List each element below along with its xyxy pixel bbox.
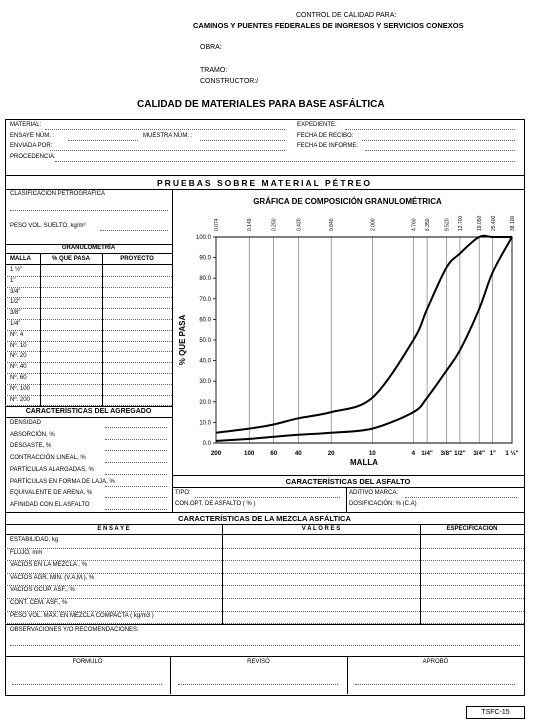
fecha-informe-label: FECHA DE INFORME: — [297, 143, 359, 149]
pruebas-title: PRUEBAS SOBRE MATERIAL PÉTREO — [157, 178, 372, 188]
agregado-row-line[interactable] — [105, 497, 167, 498]
mezcla-row-label: FLUJO, mm — [10, 549, 43, 556]
con-opt-label: CON.OPT. DE ASFALTO ( % ) — [175, 501, 256, 507]
y-tick-label: 40.0 — [199, 358, 211, 365]
aprobo-signature-line[interactable] — [355, 684, 515, 685]
tramo-label: TRAMO: — [200, 67, 228, 74]
top-tick-label: 38.100 — [510, 215, 516, 231]
malla-row-line[interactable] — [5, 351, 172, 352]
bottom-tick-label: 3/4" — [473, 450, 485, 457]
observaciones-label: OBSERVACIONES Y/O RECOMENDACIONES: — [10, 627, 139, 633]
malla-label: Nº. 200 — [10, 396, 30, 403]
enviada-por-label: ENVIADA POR: — [10, 143, 53, 149]
mezcla-row-line[interactable] — [5, 611, 524, 612]
malla-row-line[interactable] — [5, 373, 172, 374]
malla-row-line[interactable] — [5, 362, 172, 363]
fecha-recibo-line[interactable] — [362, 140, 515, 141]
y-tick-label: 50.0 — [199, 338, 211, 344]
top-tick-label: 0.250 — [271, 218, 278, 231]
col-ensaye: E N S A Y E — [97, 526, 130, 532]
envelope-curve-2 — [216, 237, 512, 441]
control-line: CONTROL DE CALIDAD PARA: — [296, 12, 397, 19]
malla-row-line[interactable] — [5, 308, 172, 309]
reviso-label: REVISÓ — [247, 659, 270, 665]
procedencia-line[interactable] — [55, 161, 515, 162]
expediente-line[interactable] — [345, 129, 515, 130]
malla-label: 1/4" — [10, 321, 21, 327]
malla-row-line[interactable] — [5, 384, 172, 385]
top-tick-label: 0.074 — [214, 218, 220, 231]
mezcla-row-line[interactable] — [5, 598, 524, 599]
muestra-line[interactable] — [200, 140, 285, 141]
bottom-tick-label: 100 — [244, 450, 255, 457]
malla-row-line[interactable] — [5, 287, 172, 288]
mezcla-row-label: VACÍOS OCUP. ASF., % — [10, 587, 75, 594]
chart-title: GRÁFICA DE COMPOSICIÓN GRANULOMÉTRICA — [253, 197, 442, 206]
bottom-tick-label: 60 — [270, 450, 278, 457]
y-tick-label: 10.0 — [199, 420, 211, 427]
ensaye-line[interactable] — [68, 140, 138, 141]
col-valores: V A L O R E S — [301, 526, 341, 532]
y-tick-label: 0.0 — [202, 441, 211, 447]
plot-frame — [216, 237, 512, 443]
tipo-line[interactable] — [195, 497, 340, 498]
agregado-title: CARACTERÍSTICAS DEL AGREGADO — [25, 408, 152, 415]
malla-label: 1" — [10, 277, 16, 284]
org-line: CAMINOS Y PUENTES FEDERALES DE INGRESOS Y SERVICIOS CONEXOS — [193, 21, 464, 30]
top-tick-label: 0.840 — [329, 218, 336, 231]
mezcla-row-label: VACÍOS EN LA MEZCLA , % — [10, 562, 87, 569]
bottom-tick-label: 3/8" — [440, 450, 453, 457]
malla-label: Nº. 4 — [10, 331, 24, 338]
agregado-row-line[interactable] — [105, 450, 167, 451]
y-tick-label: 80.0 — [199, 276, 211, 283]
top-tick-label: 4.760 — [411, 218, 418, 231]
agregado-row-line[interactable] — [105, 427, 167, 428]
agregado-row-label: DESGASTE, % — [10, 443, 52, 450]
ensaye-num-label: ENSAYE NÚM. : — [10, 133, 55, 139]
peso-vol-label: PESO VOL. SUELTO, kg/m³ — [10, 223, 86, 229]
agregado-row-line[interactable] — [105, 509, 167, 510]
mezcla-row-label: ESTABILIDAD, kg — [10, 537, 59, 543]
y-tick-label: 20.0 — [199, 399, 211, 406]
mezcla-row-line[interactable] — [5, 548, 524, 549]
muestra-num-label: MUESTRA NÚM. : — [143, 133, 193, 139]
malla-label: Nº. 40 — [10, 364, 27, 371]
malla-row-line[interactable] — [5, 276, 172, 277]
agregado-row-label: DENSIDAD — [10, 420, 42, 426]
page-title: CALIDAD DE MATERIALES PARA BASE ASFÁLTICA — [137, 99, 385, 110]
top-tick-label: 2.000 — [370, 218, 377, 231]
agregado-row-line[interactable] — [105, 474, 167, 475]
malla-label: Nº. 100 — [10, 385, 30, 392]
bottom-tick-label: 1/4" — [421, 450, 433, 457]
y-tick-label: 70.0 — [199, 296, 211, 303]
fecha-recibo-label: FECHA DE RECIBO: — [297, 133, 354, 139]
top-tick-label: 19.050 — [477, 215, 484, 231]
dosificacion-label: DOSIFICACIÓN: % (C.A) — [349, 501, 417, 507]
bottom-tick-label: 20 — [327, 450, 335, 457]
formulo-signature-line[interactable] — [12, 684, 162, 685]
top-tick-label: 12.700 — [457, 215, 464, 231]
reviso-signature-line[interactable] — [178, 684, 338, 685]
top-tick-label: 0.420 — [296, 218, 303, 231]
aditivo-line[interactable] — [405, 497, 517, 498]
col-especificacion: ESPECIFICACIÓN — [446, 526, 498, 532]
fecha-informe-line[interactable] — [365, 150, 515, 151]
col-malla: MALLA — [10, 256, 31, 262]
bottom-tick-label: 40 — [294, 450, 302, 457]
mezcla-row-line[interactable] — [5, 585, 524, 586]
bottom-tick-label: 1 ½" — [505, 450, 519, 457]
observaciones-line-1[interactable] — [10, 645, 520, 646]
malla-label: 3/8" — [10, 310, 21, 317]
mezcla-row-label: VACÍOS AGR. MIN. (V.A.M.), % — [10, 574, 95, 581]
expediente-label: EXPEDIENTE: — [297, 122, 337, 128]
y-tick-label: 30.0 — [199, 379, 211, 386]
bottom-tick-label: 200 — [210, 450, 222, 457]
col-pasa: % QUE PASA — [52, 256, 90, 262]
agregado-row-label: EQUIVALENTE DE ARENA, % — [10, 490, 93, 497]
y-tick-label: 60.0 — [199, 317, 211, 324]
malla-label: 1 ½" — [10, 267, 23, 273]
top-tick-label: 0.149 — [247, 218, 254, 231]
mezcla-row-line[interactable] — [5, 573, 524, 574]
enviada-line[interactable] — [50, 150, 285, 151]
malla-label: 1/2" — [10, 299, 21, 306]
agregado-row-label: PARTÍCULAS EN FORMA DE LAJA, % — [10, 478, 115, 485]
malla-row-line[interactable] — [5, 319, 172, 320]
malla-row-line[interactable] — [5, 341, 172, 342]
col-proyecto: PROYECTO — [120, 256, 154, 262]
y-axis-label: % QUE PASA — [178, 314, 187, 366]
malla-row-line[interactable] — [5, 395, 172, 396]
malla-row-line[interactable] — [5, 297, 172, 298]
mezcla-row-label: PESO VOL. MÁX. EN MEZCLA COMPACTA ( kg/m3 ) — [10, 612, 154, 619]
x-axis-label: MALLA — [350, 458, 378, 467]
agregado-row-label: CONTRACCIÓN LINEAL, % — [10, 455, 86, 462]
top-tick-label: 25.400 — [490, 215, 497, 231]
agregado-row-label: AFINIDAD CON EL ASFALTO — [10, 501, 90, 508]
clasificacion-line[interactable] — [10, 210, 168, 211]
agregado-row-label: ABSORCIÓN, % — [10, 431, 55, 438]
top-tick-label: 6.350 — [425, 218, 432, 231]
form-code: TSFC-15 — [466, 706, 525, 719]
agregado-row-line[interactable] — [105, 486, 167, 487]
procedencia-label: PROCEDENCIA: — [10, 154, 56, 160]
agregado-row-line[interactable] — [105, 462, 167, 463]
malla-label: Nº. 60 — [10, 375, 27, 381]
mezcla-row-label: CONT. CEM. ASF., % — [10, 600, 68, 606]
bottom-tick-label: 4 — [411, 450, 416, 457]
agregado-row-line[interactable] — [105, 439, 167, 440]
bottom-tick-label: 10 — [368, 450, 376, 457]
malla-row-line[interactable] — [5, 330, 172, 331]
formulo-label: FORMULÓ — [72, 659, 103, 665]
agregado-row-label: PARTÍCULAS ALARGADAS, % — [10, 466, 94, 473]
clasificacion-label: CLASIFICACIÓN PETROGRÁFICA — [10, 191, 106, 197]
material-label: MATERIAL: — [10, 122, 42, 128]
y-tick-label: 100.0 — [195, 235, 211, 241]
malla-label: 3/4" — [10, 288, 21, 295]
bottom-tick-label: 1/2" — [454, 450, 466, 457]
malla-label: Nº. 20 — [10, 353, 27, 360]
constructor-label: CONSTRUCTOR:/ — [200, 78, 259, 85]
aprobo-label: APROBÓ — [422, 659, 449, 665]
asfalto-title: CARACTERÍSTICAS DEL ASFALTO — [285, 477, 411, 486]
obra-label: OBRA: — [200, 44, 222, 51]
malla-label: Nº. 10 — [10, 342, 27, 349]
granulometric-chart — [173, 188, 523, 473]
aditivo-label: ADITIVO MARCA: — [349, 490, 399, 496]
bottom-tick-label: 1" — [489, 450, 496, 457]
granulometria-title: GRANULOMETRÍA — [61, 245, 116, 251]
y-tick-label: 90.0 — [199, 255, 211, 262]
tipo-label: TIPO: — [175, 490, 191, 496]
material-line[interactable] — [45, 129, 285, 130]
top-tick-label: 9.520 — [444, 218, 451, 231]
mezcla-title: CARACTERÍSTICAS DE LA MEZCLA ASFÁLTICA — [178, 514, 351, 523]
peso-vol-line[interactable] — [100, 230, 168, 231]
